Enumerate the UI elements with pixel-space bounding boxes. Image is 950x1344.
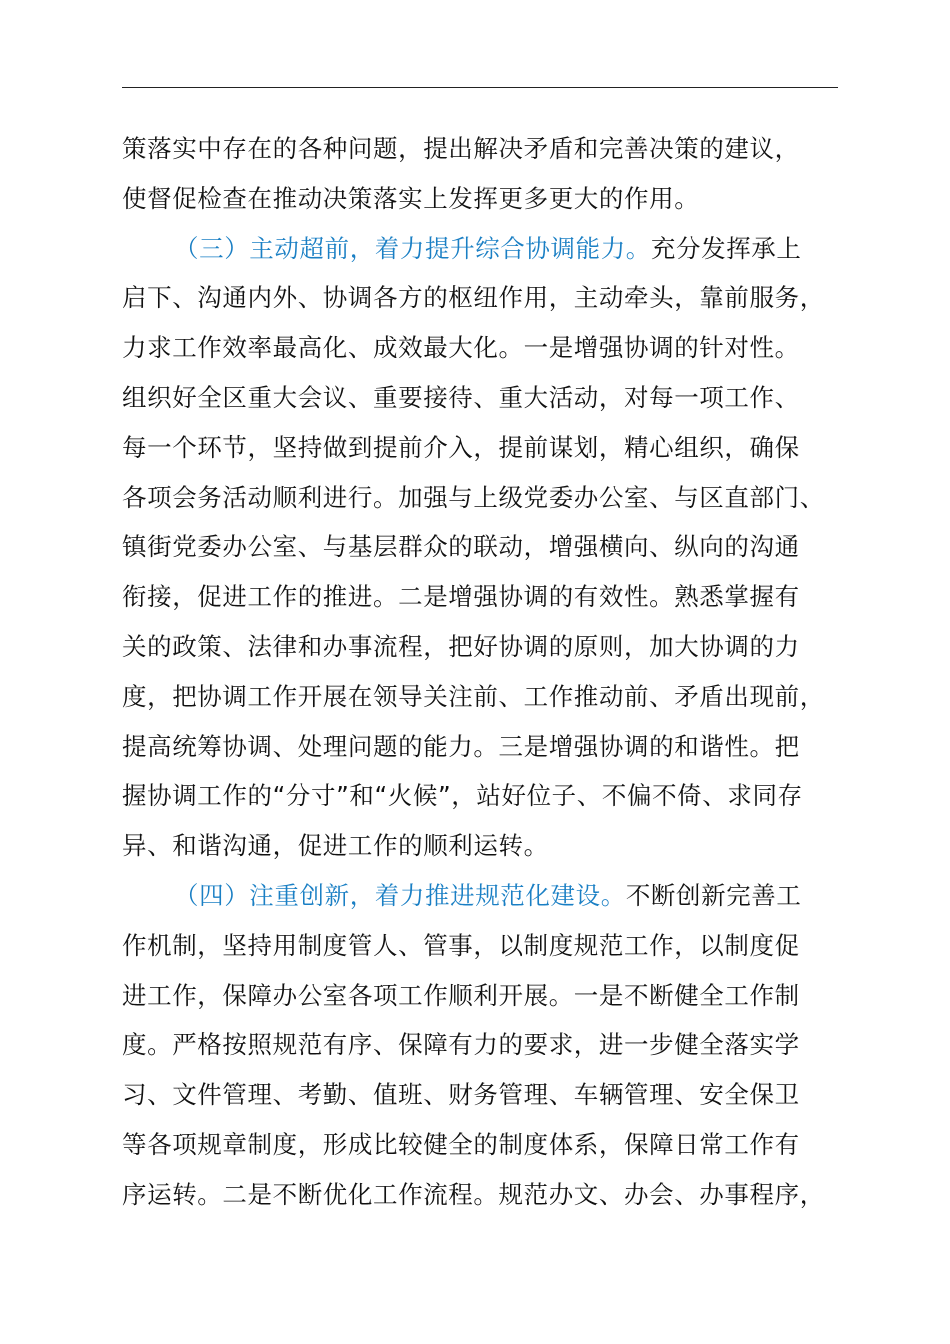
body-line: 握协调工作的“分寸”和“火候”，站好位子、不偏不倚、求同存	[122, 781, 803, 811]
section-heading-3: （三）主动超前，着力提升综合协调能力。	[174, 233, 651, 263]
body-line: 每一个环节，坚持做到提前介入，提前谋划，精心组织，确保	[122, 432, 800, 462]
body-line: 力求工作效率最高化、成效最大化。一是增强协调的针对性。	[122, 333, 800, 363]
body-line: 关的政策、法律和办事流程，把好协调的原则，加大协调的力	[122, 631, 800, 661]
body-line: 使督促检查在推动决策落实上发挥更多更大的作用。	[122, 183, 700, 213]
body-line: 异、和谐沟通，促进工作的顺利运转。	[122, 831, 549, 861]
section-heading-line: （四）注重创新，着力推进规范化建设。不断创新完善工	[174, 880, 802, 910]
body-line: 度。严格按照规范有序、保障有力的要求，进一步健全落实学	[122, 1030, 800, 1060]
body-line: 策落实中存在的各种问题，提出解决矛盾和完善决策的建议，	[122, 134, 800, 163]
body-line: 启下、沟通内外、协调各方的枢纽作用，主动牵头，靠前服务，	[122, 283, 825, 313]
body-line: 提高统筹协调、处理问题的能力。三是增强协调的和谐性。把	[122, 731, 800, 761]
body-line: 作机制，坚持用制度管人、管事，以制度规范工作，以制度促	[122, 930, 800, 960]
body-line: 等各项规章制度，形成比较健全的制度体系，保障日常工作有	[122, 1129, 800, 1159]
body-line: 进工作，保障办公室各项工作顺利开展。一是不断健全工作制	[122, 980, 800, 1010]
section-heading-4: （四）注重创新，着力推进规范化建设。	[174, 880, 626, 910]
document-body	[122, 124, 862, 1220]
body-line: 习、文件管理、考勤、值班、财务管理、车辆管理、安全保卫	[122, 1080, 800, 1110]
body-line: 各项会务活动顺利进行。加强与上级党委办公室、与区直部门、	[122, 482, 825, 512]
header-rule	[122, 87, 838, 88]
section-heading-line: （三）主动超前，着力提升综合协调能力。充分发挥承上	[174, 233, 802, 263]
body-line: 度，把协调工作开展在领导关注前、工作推动前、矛盾出现前，	[122, 681, 825, 711]
body-line: 组织好全区重大会议、重要接待、重大活动，对每一项工作、	[122, 382, 800, 412]
body-line: 镇街党委办公室、与基层群众的联动，增强横向、纵向的沟通	[122, 532, 800, 562]
body-line: 序运转。二是不断优化工作流程。规范办文、办会、办事程序，	[122, 1179, 825, 1209]
body-line: 衔接，促进工作的推进。二是增强协调的有效性。熟悉掌握有	[122, 582, 800, 612]
